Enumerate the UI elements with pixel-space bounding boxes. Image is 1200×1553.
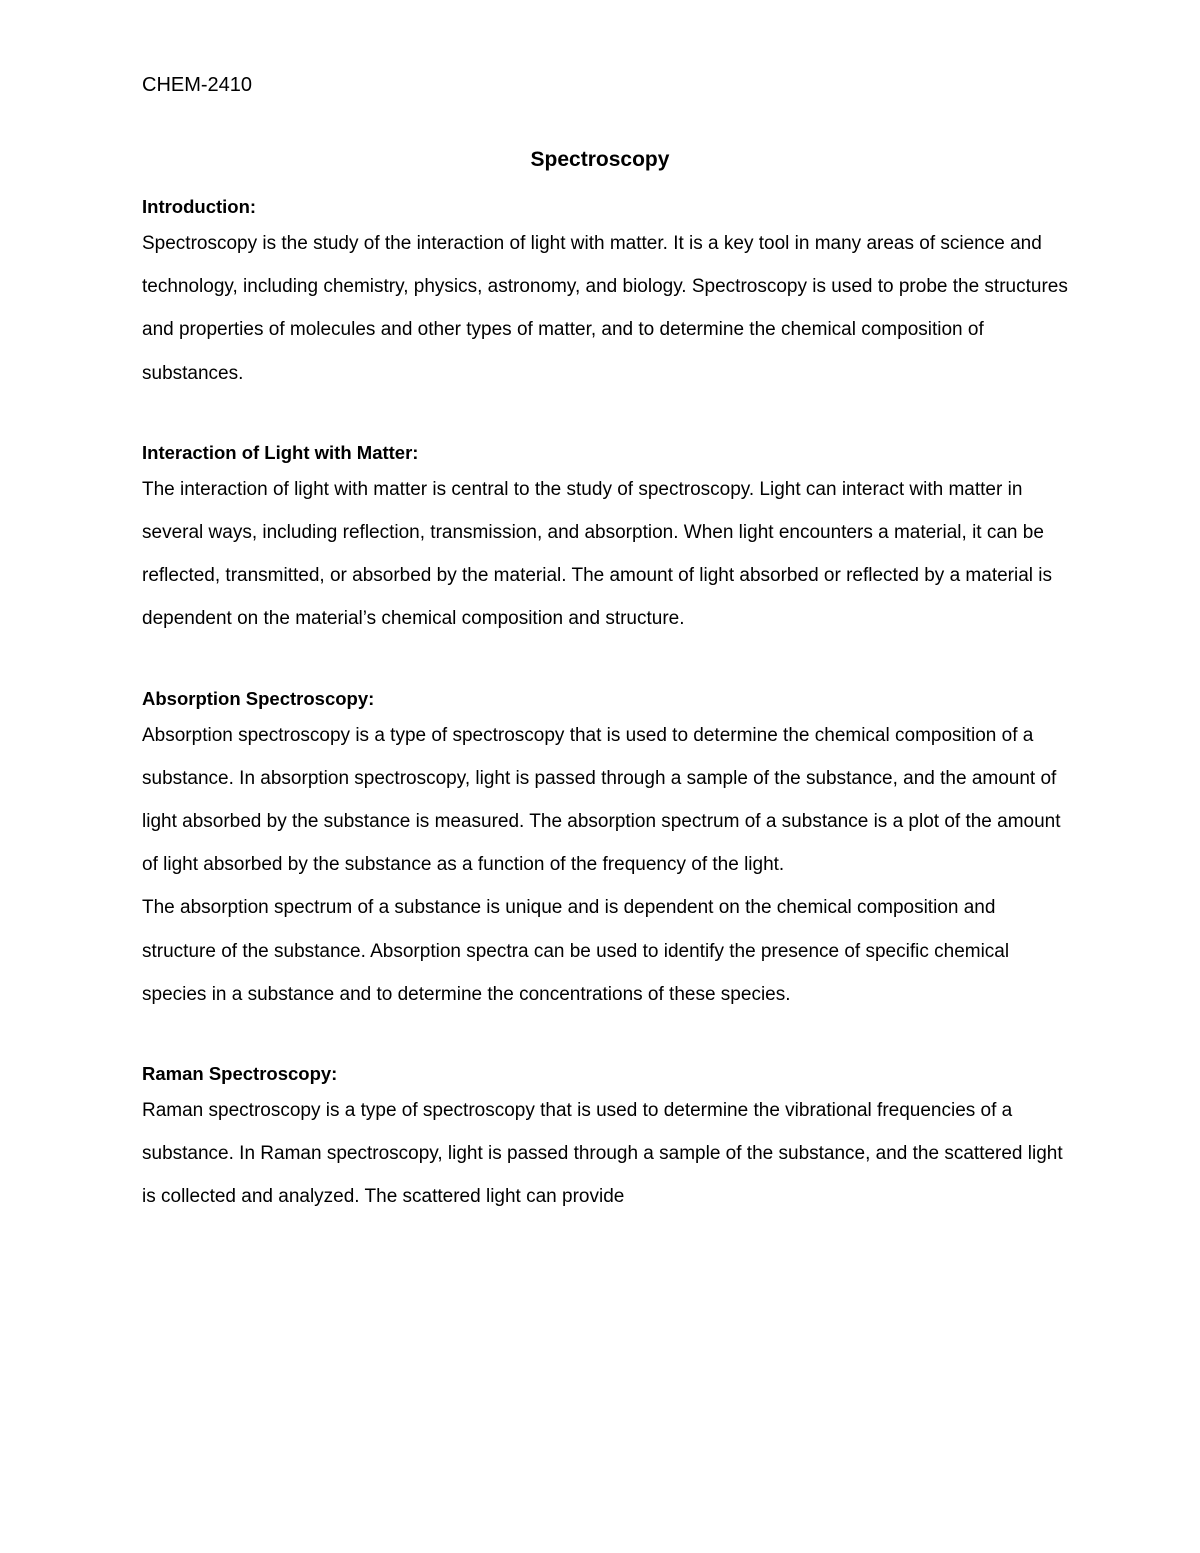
course-code: CHEM-2410: [142, 74, 253, 96]
section-introduction: [142, 192, 1072, 395]
paragraph: Absorption spectroscopy is a type of spectroscopy that is used to determine the chemical composition of a substance. In absorption spectroscopy, light is passed through a sample of the substance, and the amount of light absorbed by the substance is measured. The absorption spectrum of a substance is a plot of the amount of light absorbed by the substance as a function of the frequency of the light.: [142, 724, 1061, 876]
section-heading: Interaction of Light with Matter:: [142, 441, 419, 463]
document-body: [142, 192, 1072, 1219]
section-heading: Introduction:: [142, 196, 257, 217]
section-absorption-spectroscopy: [142, 684, 1072, 1016]
section-raman-spectroscopy: [142, 1059, 1072, 1219]
section-interaction-of-light-with-matter: [142, 438, 1072, 641]
document-title: Spectroscopy: [530, 148, 670, 171]
paragraph: The interaction of light with matter is central to the study of spectroscopy. Light can interact with matter in several ways, including reflection, transmission, and absorption. When light encounters a material, it can be reflected, transmitted, or absorbed by the material. The amount of light absorbed or reflected by a material is dependent on the material’s chemical composition and structure.: [142, 478, 1053, 630]
paragraph: Spectroscopy is the study of the interaction of light with matter. It is a key tool in many areas of science and technology, including chemistry, physics, astronomy, and biology. Spectroscopy is used to probe the structures and properties of molecules and other types of matter, and to determine the chemical composition of substances.: [142, 233, 1068, 384]
paragraph: The absorption spectrum of a substance is unique and is dependent on the chemical composition and structure of the substance. Absorption spectra can be used to identify the presence of specific chemical species in a substance and to determine the concentrations of these species.: [142, 897, 1010, 1005]
section-heading: Absorption Spectroscopy:: [142, 687, 375, 709]
section-heading: Raman Spectroscopy:: [142, 1063, 338, 1085]
paragraph: Raman spectroscopy is a type of spectroscopy that is used to determine the vibrational frequencies of a substance. In Raman spectroscopy, light is passed through a sample of the substance, and the scattered light is collected and analyzed. The scattered light can provide: [142, 1100, 1063, 1208]
